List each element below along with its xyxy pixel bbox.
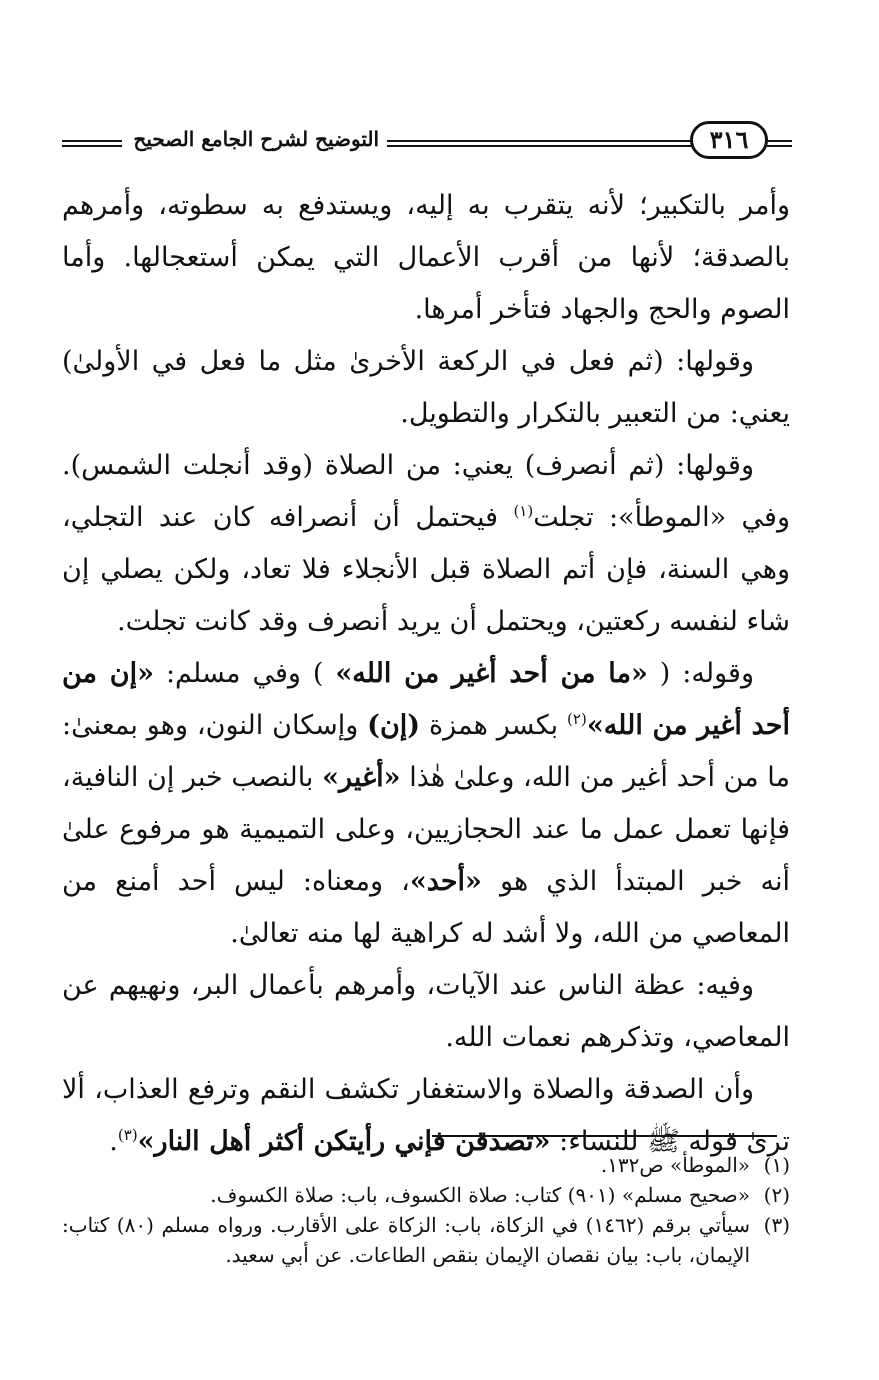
page-number: ٣١٦: [690, 121, 768, 159]
footnote-number: (١): [763, 1153, 790, 1177]
paragraph-text: وقوله: (: [647, 658, 754, 689]
header-rule-left: [62, 140, 122, 147]
footnote-marker: (١): [513, 502, 534, 520]
quoted-hadith-text: «تصدقن فإني رأيتكن أكثر أهل النار»: [137, 1126, 551, 1157]
footnote-text: سيأتي برقم (١٤٦٢) في الزكاة، باب: الزكاة على الأقارب. ورواه مسلم (٨٠) كتاب: الإيمان، باب: بيان نقصان الإيمان بنقص الطاعات. عن أبي سعيد.: [62, 1213, 750, 1267]
paragraph: [62, 440, 790, 648]
running-header: [62, 118, 792, 168]
paragraph-text: وقولها: (ثم أنصرف) يعني: من الصلاة (وقد أنجلت الشمس). وفي «الموطأ»: تجلت: [62, 450, 790, 533]
footnote-number: (٢): [763, 1183, 790, 1207]
paragraph-text: وإسكان النون، وهو بمعنىٰ: ما من أحد أغير من الله، وعلىٰ هٰذا: [62, 710, 790, 793]
paragraph-text: بكسر همزة: [420, 710, 568, 741]
quoted-hadith-text: «أحد»: [409, 866, 482, 897]
paragraph-text: وأن الصدقة والصلاة والاستغفار تكشف النقم وترفع العذاب، ألا ترىٰ قوله ﷺ للنساء:: [62, 1074, 790, 1157]
quoted-hadith-text: «ما من أحد أغير من الله»: [335, 658, 648, 689]
quoted-hadith-text: (إن): [367, 710, 421, 741]
paragraph: [62, 648, 790, 960]
footnote-item: [62, 1180, 790, 1210]
paragraph: [62, 960, 790, 1064]
book-title: التوضيح لشرح الجامع الصحيح: [133, 127, 379, 151]
paragraph-text: وأمر بالتكبير؛ لأنه يتقرب به إليه، ويستدفع به سطوته، وأمرهم بالصدقة؛ لأنها من أقرب الأعمال التي يمكن أستعجالها. وأما الصوم والحج والجهاد فتأخر أمرها.: [62, 190, 790, 325]
quoted-hadith-text: «إن من أحد أغير من الله»: [62, 658, 790, 741]
footnotes: [62, 1150, 790, 1270]
footnote-marker: (٢): [567, 710, 587, 728]
footnote-item: [62, 1150, 790, 1180]
body-text: [62, 180, 790, 1168]
quoted-hadith-text: «أغير»: [322, 762, 401, 793]
header-rule-middle: [387, 140, 692, 147]
paragraph: [62, 336, 790, 440]
paragraph-text: وقولها: (ثم فعل في الركعة الأخرىٰ مثل ما فعل في الأولىٰ) يعني: من التعبير بالتكرار والتطويل.: [62, 346, 790, 429]
footnote-text: «الموطأ» ص١٣٢.: [600, 1153, 750, 1177]
footnote-separator: [432, 1135, 777, 1137]
paragraph-text: فيحتمل أن أنصرافه كان عند التجلي، وهي السنة، فإن أتم الصلاة قبل الأنجلاء فلا تعاد، ولكن يصلي إن شاء لنفسه ركعتين، ويحتمل أن يريد أنصرف وقد كانت تجلت.: [62, 502, 790, 637]
paragraph-text: وفيه: عظة الناس عند الآيات، وأمرهم بأعمال البر، ونهيهم عن المعاصي، وتذكرهم نعمات الله.: [62, 970, 790, 1053]
paragraph-text: بالنصب خبر إن النافية، فإنها تعمل عمل ما عند الحجازيين، وعلى التميمية هو مرفوع علىٰ أنه خبر المبتدأ الذي هو: [62, 762, 790, 897]
paragraph-text: ، ومعناه: ليس أحد أمنع من المعاصي من الله، ولا أشد له كراهية لها منه تعالىٰ.: [62, 866, 790, 949]
footnote-item: [62, 1210, 790, 1270]
header-rule-right: [767, 140, 792, 147]
paragraph-text: ) وفي مسلم:: [154, 658, 336, 689]
footnote-marker: (٣): [117, 1126, 138, 1144]
footnote-text: «صحيح مسلم» (٩٠١) كتاب: صلاة الكسوف، باب: صلاة الكسوف.: [210, 1183, 750, 1207]
paragraph-text: .: [109, 1126, 118, 1157]
paragraph: [62, 180, 790, 336]
footnote-number: (٣): [763, 1213, 790, 1237]
